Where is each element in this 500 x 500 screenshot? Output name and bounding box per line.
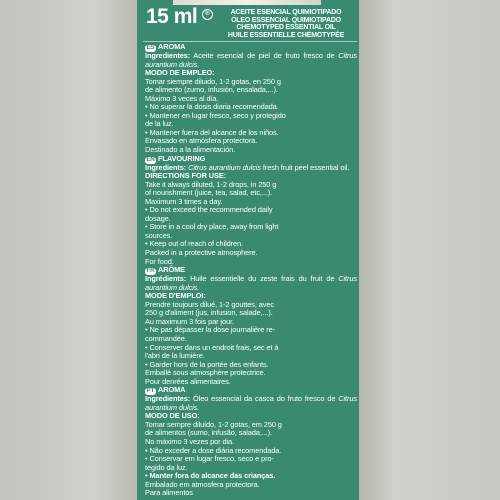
product-type-titles: [215, 9, 357, 40]
warning-line-pt: • Manter fora do alcance das crianças.: [145, 471, 276, 481]
line-pt: Tomar sempre diluído, 1-2 gotas, em 250 g: [145, 419, 282, 429]
line-es: • Mantener en lugar fresco, seco y protegido: [145, 110, 286, 120]
line-pt: Embalado em atmosfera protectora.: [145, 479, 260, 489]
product-label: [137, 0, 359, 500]
line-fr: Emballé sous atmosphère protectrice.: [145, 368, 266, 378]
line-es: de alimento (zumo, infusión, ensalada,...).: [145, 85, 278, 95]
line-es: Tomar siempre diluido, 1-2 gotas, en 250 g: [145, 76, 281, 86]
line-pt: tegido da luz.: [145, 462, 188, 472]
line-en: dosage.: [145, 213, 171, 223]
line-es: • Mantener fuera del alcance de los niños.: [145, 127, 279, 137]
ingredients-en: Ingredients: Citrus aurantium dulcis fresh fruit peel essential oil.: [145, 162, 350, 172]
line-en: • Do not exceed the recommended daily: [145, 205, 273, 215]
registered-mark: ®: [202, 9, 213, 20]
ingredients-fr: Ingrédients: Huile essentielle du zeste frais du fruit de Citrus aurantium dulcis.: [145, 274, 357, 292]
line-fr: 250 g d'aliment (jus, infusion, salade,...).: [145, 308, 273, 318]
line-es: de la luz.: [145, 119, 174, 129]
line-fr: commandée.: [145, 333, 187, 343]
line-en: Maximum 3 times a day.: [145, 196, 223, 206]
line-en: • Store in a cool dry place, away from light: [145, 222, 279, 232]
line-en: Take it always diluted, 1-2 drops, in 250 g: [145, 179, 277, 189]
section-es: [145, 43, 357, 155]
title-en: CHEMOTYPED ESSENTIAL OIL: [236, 24, 336, 32]
use-heading-pt: MODO DE USO:: [145, 411, 200, 421]
line-en: For food.: [145, 256, 174, 266]
line-pt: No máximo 3 vezes por dia.: [145, 436, 235, 446]
badge-fr: FR: [146, 268, 155, 275]
line-pt: de alimentos (sumo, infusão, salada,...).: [145, 428, 272, 438]
title-fr: HUILE ESSENTIELLE CHÉMOTYPÉE: [227, 32, 345, 40]
line-fr: l'abri de la lumière.: [145, 351, 205, 361]
heading-en: FLAVOURING: [158, 153, 206, 163]
badge-es: ES: [146, 45, 155, 51]
line-es: Máximo 3 veces al día.: [145, 93, 219, 103]
line-fr: Au maximum 3 fois par jour.: [145, 316, 234, 326]
label-text-block: [145, 43, 357, 498]
line-pt: • Não exceder a dose diária recomendada.: [145, 445, 282, 455]
section-en: [145, 155, 357, 267]
heading-pt: AROMA: [158, 385, 186, 395]
use-heading-en: DIRECTIONS FOR USE:: [145, 171, 227, 181]
volume-text: 15 ml: [146, 5, 198, 28]
line-fr: • Ne pas dépasser la dose journalière re-: [145, 325, 275, 335]
line-es: Envasado en atmósfera protectora.: [145, 136, 258, 146]
line-pt: Para alimentos: [145, 488, 193, 498]
badge-pt: PT: [146, 388, 155, 395]
section-fr: [145, 266, 357, 386]
line-es: • No superar la dosis diaria recomendada.: [145, 102, 279, 112]
line-fr: Pour denrées alimentaires.: [145, 376, 231, 386]
line-es: Destinado a la alimentación.: [145, 145, 236, 155]
line-en: Packed in a protective atmosphere.: [145, 248, 258, 258]
line-en: of nourishment (juice, tea, salad, etc,...).: [145, 188, 273, 198]
line-fr: • Conserver dans un endroit frais, sec et à: [145, 342, 279, 352]
section-pt: [145, 386, 357, 498]
line-en: sources.: [145, 230, 173, 240]
line-fr: Prendre toujours dilué, 1-2 gouttes, avec: [145, 299, 275, 309]
title-pt: ÓLEO ESSENCIAL QUIMIOTIPADO: [231, 16, 341, 24]
bottle-left-background: [0, 0, 137, 500]
heading-fr: ARÔME: [158, 265, 186, 275]
title-es: ACEITE ESENCIAL QUIMIOTIPADO: [230, 9, 342, 16]
line-pt: • Conservar em lugar fresco, seco e pro-: [145, 454, 274, 464]
use-heading-es: MODO DE EMPLEO:: [145, 68, 215, 78]
line-en: • Keep out of reach of children.: [145, 239, 243, 249]
badge-en: EN: [146, 156, 155, 163]
bottle-right-background: [359, 0, 500, 500]
ingredients-pt: Ingredientes: Óleo essencial da casca do fruto fresco de Citrus aurantium dulcis.: [145, 394, 357, 412]
line-fr: • Garder hors de la portée des enfants.: [145, 359, 269, 369]
ingredients-es: Ingredientes: Aceite esencial de piel de fruto fresco de Citrus aurantium dulcis.: [145, 51, 357, 69]
use-heading-fr: MODE D'EMPLOI:: [145, 291, 206, 301]
heading-es: AROMA: [158, 42, 186, 51]
